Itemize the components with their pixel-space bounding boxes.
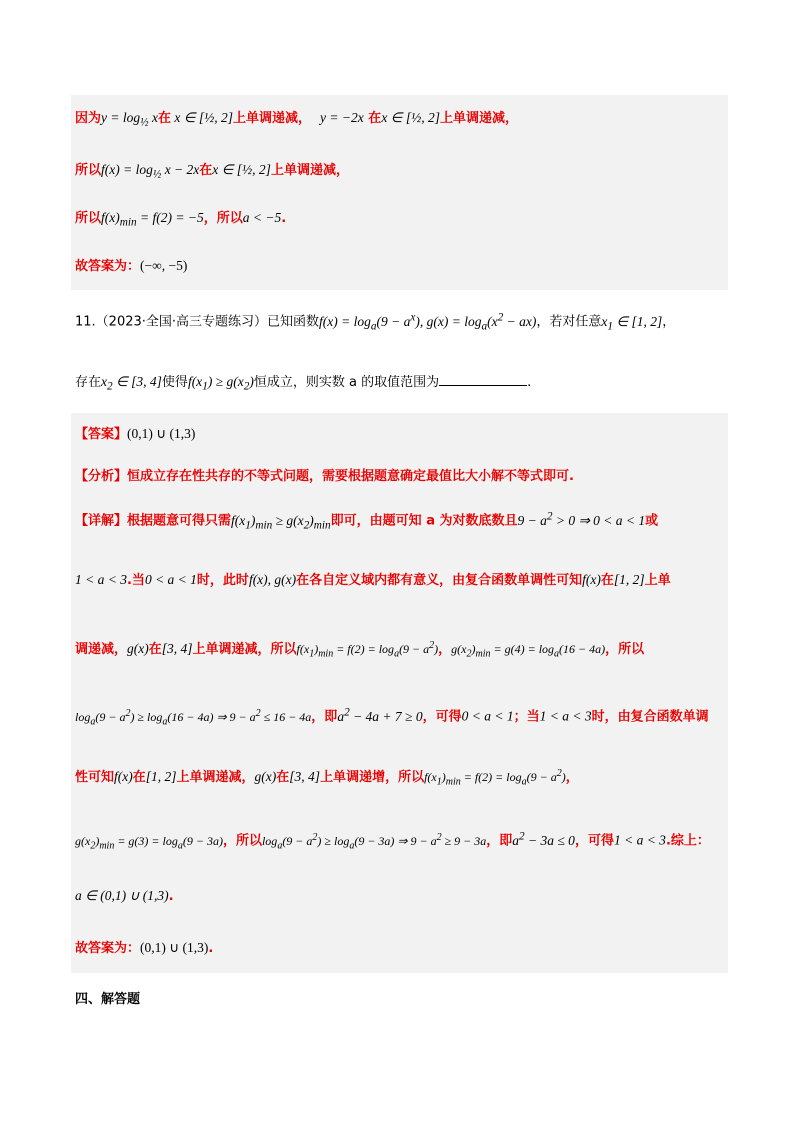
prev-line-3: 所以$f(x)_{min} = f(2) = -5$，所以a < −5.: [75, 210, 287, 229]
answer-blank: [439, 373, 527, 386]
detail-line-5: 性可知f(x)在[1, 2]上单调递减，g(x)在[3, 4]上单调递增，所以$f(x_1)_{min} = f(2) = \log_a(9 - a^2)$，: [75, 768, 579, 788]
detail-line-2: 1 < a < 3.当0 < a < 1时，此时f(x), g(x)在各自定义域内都有意义，由复合函数单调性可知f(x)在[1, 2]上单: [75, 572, 671, 588]
detail-line-1: 【详解】根据题意可得只需$f(x_1)_{min} \ge g(x_2)_{min}$即可，由题可知 a 为对数底数且$9 - a^2 > 0$ ⇒ 0 < a < 1或: [75, 510, 659, 532]
question-11-line-2: 存在$x_2$ ∈ [3, 4]使得$f(x_1) \ge g(x_2)$恒成立，则实数 a 的取值范围为 .: [75, 374, 532, 393]
prev-line-2: 所以$f(x) = \log_{\frac{1}{2}} x - 2x$在x ∈ [½, 2]上单调递减，: [75, 162, 349, 181]
detail-line-7: a ∈ (0,1) ∪ (1,3).: [75, 888, 174, 904]
prev-line-1: 因为$y = \log_{\frac{1}{2}} x$在 x ∈ [½, 2]上单调递减， y = −2x 在x ∈ [½, 2]上单调递减，: [75, 110, 518, 129]
analysis-line: 【分析】恒成立存在性共存的不等式问题，需要根据题意确定最值比大小解不等式即可.: [75, 469, 574, 484]
detail-line-3: 调递减，g(x)在[3, 4]上单调递减，所以$f(x_1)_{min} = f(2) = \log_a(9 - a^2)$，$g(x_2)_{min} = g(4) = \log_a(16 - 4a)$，所以: [75, 640, 645, 660]
detail-line-4: $\log_a(9 - a^2) \ge \log_a(16 - 4a)$ ⇒ $9 - a^2 \le 16 - 4a$，即$a^2 - 4a + 7 \ge 0$，可得0 < a < 1；当1 < a < 3时，由复合函数单调: [75, 706, 709, 727]
answer-line: 【答案】(0,1) ∪ (1,3): [75, 426, 196, 442]
prev-line-4: 故答案为：(−∞, −5): [75, 258, 188, 274]
final-answer-line: 故答案为：(0,1) ∪ (1,3).: [75, 940, 214, 956]
section-heading: 四、解答题: [75, 992, 141, 1007]
detail-line-6: $g(x_2)_{min} = g(3) = \log_a(9 - 3a)$，所以$\log_a(9 - a^2) \ge \log_a(9 - 3a)$ ⇒ $9 - a^2 \ge 9 - 3a$，即$a^2 - 3a \le 0$，可得1 < a < 3.综上：: [75, 830, 710, 851]
question-11-line-1: 11.（2023·全国·高三专题练习）已知函数$f(x) = \log_a(9 - a^x)$, $g(x) = \log_a(x^2 - ax)$，若对任意$x_1$ ∈ [1, 2]，: [75, 311, 676, 333]
